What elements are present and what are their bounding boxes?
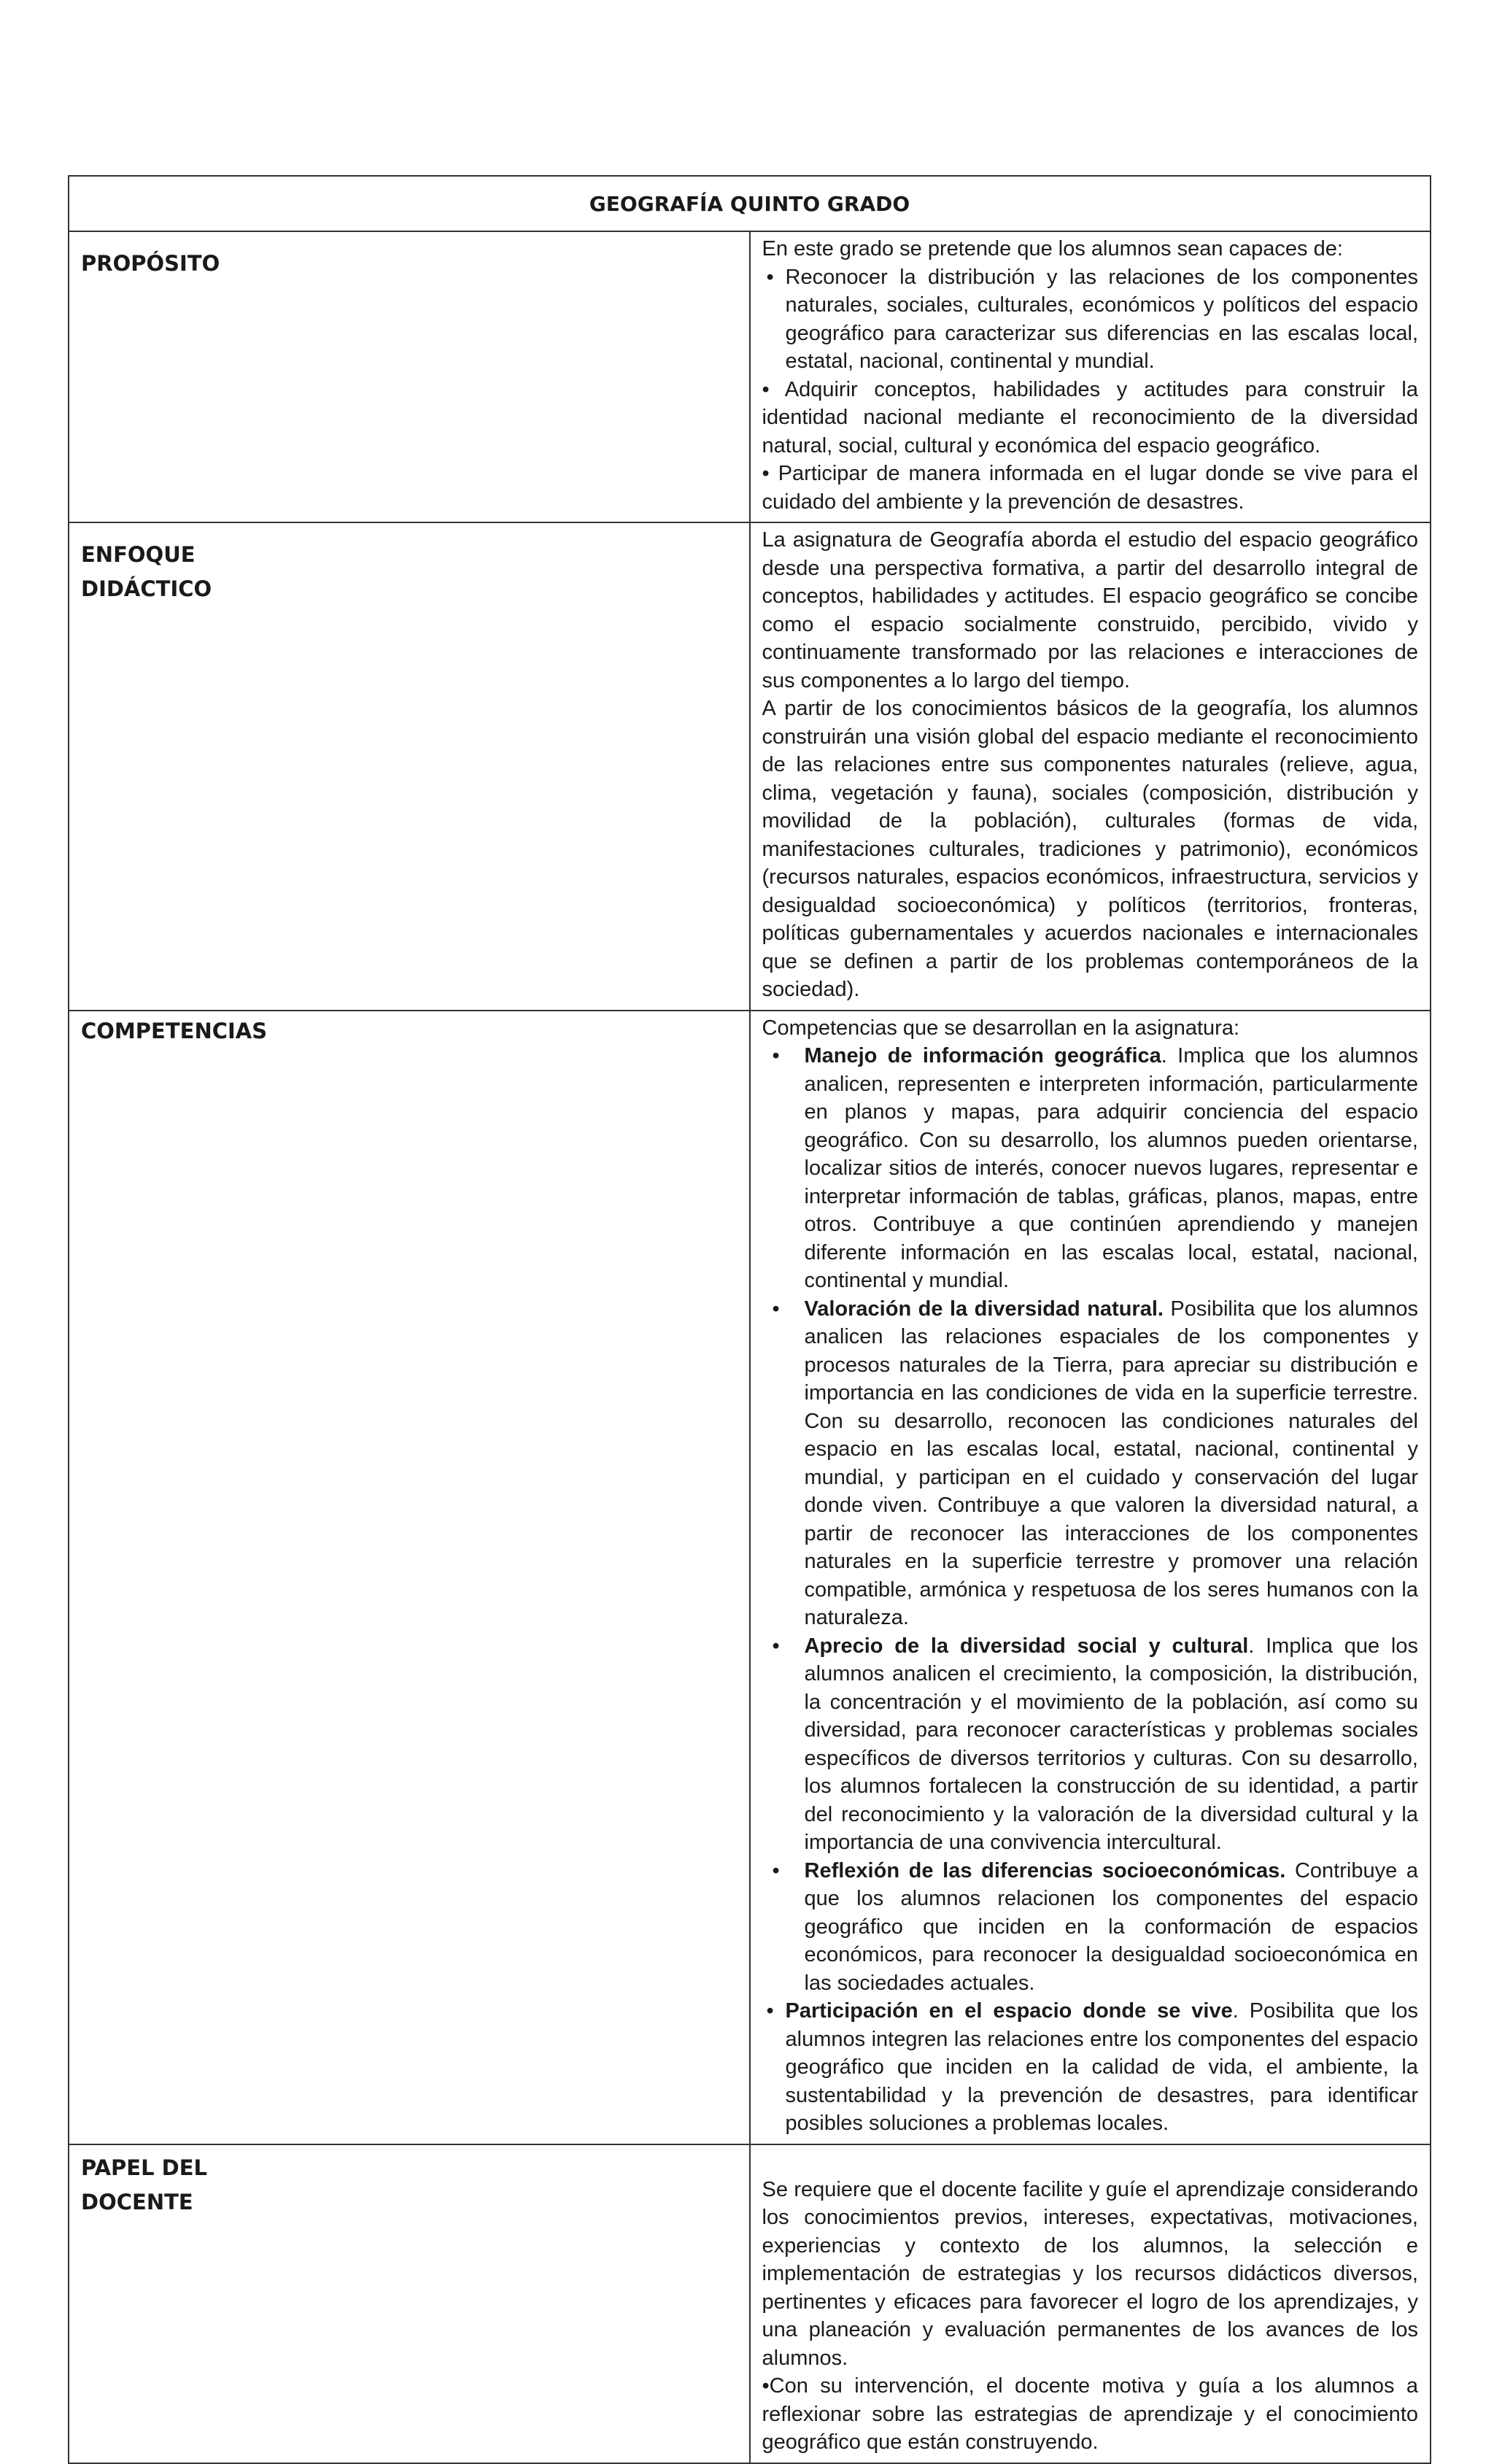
proposito-intro: En este grado se pretende que los alumnos sean capaces de: xyxy=(762,237,1343,260)
curriculum-table xyxy=(68,175,1431,2464)
competencia-text: . Implica que los alumnos analicen el crecimiento, la composición, la distribución, la concentración y el movimiento de la población, así como su diversidad, para reconocer características y problemas sociales específicos de diversos territorios y culturas. Con su desarrollo, los alumnos fortalecen la construcción de su identidad, a partir del reconocimiento y la valoración de la diversidad cultural y la importancia de una convivencia intercultural. xyxy=(804,1634,1418,1854)
enfoque-paragraph-2: A partir de los conocimientos básicos de la geografía, los alumnos construirán una visión global del espacio mediante el reconocimiento de las relaciones entre sus componentes naturales (relieve, agua, clima, vegetación y fauna), sociales (composición, distribución y movilidad de la población), culturales (formas de vida, manifestaciones culturales, tradiciones y patrimonio), económicos (recursos naturales, espacios económicos, infraestructura, servicios y desigualdad socioeconómica) y políticos (territorios, fronteras, políticas gubernamentales y acuerdos nacionales e internacionales que se definen a partir de los problemas contemporáneos de la sociedad). xyxy=(762,697,1418,1001)
label-competencias: COMPETENCIAS xyxy=(69,1011,750,2144)
competencia-term: Valoración de la diversidad natural. xyxy=(804,1297,1164,1321)
label-enfoque-line1: ENFOQUE xyxy=(81,542,196,567)
proposito-item: • Reconocer la distribución y las relaciones de los componentes naturales, sociales, culturales, económicos y políticos del espacio geográfico para caracterizar sus diferencias en las escalas local, estatal, nacional, continental y mundial. xyxy=(762,263,1419,376)
competencia-term: Aprecio de la diversidad social y cultural xyxy=(804,1634,1249,1658)
content-competencias xyxy=(750,1011,1431,2144)
competencia-item xyxy=(762,1295,1419,1632)
label-enfoque xyxy=(69,522,750,1011)
competencia-item xyxy=(762,1632,1419,1857)
label-papel-line1: PAPEL DEL xyxy=(81,2155,208,2180)
competencia-item xyxy=(762,1857,1419,1998)
label-proposito: PROPÓSITO xyxy=(69,231,750,522)
competencia-text: Posibilita que los alumnos analicen las relaciones espaciales de los componentes y procesos naturales de la Tierra, para apreciar su distribución e importancia en las condiciones de vida en la superficie terrestre. Con su desarrollo, reconocen las condiciones naturales del espacio en las escalas local, estatal, nacional, continental y mundial, y participan en el cuidado y conservación del lugar donde viven. Contribuye a que valoren la diversidad natural, a partir de reconocer las interacciones de los componentes naturales en la superficie terrestre y promover una relación compatible, armónica y respetuosa de los seres humanos con la naturaleza. xyxy=(804,1297,1418,1629)
content-enfoque xyxy=(750,522,1431,1011)
row-competencias xyxy=(69,1011,1431,2144)
content-papel xyxy=(750,2144,1431,2463)
row-papel-docente xyxy=(69,2144,1431,2463)
competencia-term: Participación en el espacio donde se vive xyxy=(785,1999,1233,2023)
row-enfoque xyxy=(69,522,1431,1011)
competencia-item xyxy=(762,1997,1419,2138)
label-enfoque-line2: DIDÁCTICO xyxy=(81,576,212,601)
label-papel xyxy=(69,2144,750,2463)
competencia-term: Manejo de información geográfica xyxy=(804,1044,1161,1067)
competencias-intro: Competencias que se desarrollan en la asignatura: xyxy=(762,1016,1240,1040)
competencias-list xyxy=(762,1042,1419,2138)
table-title: GEOGRAFÍA QUINTO GRADO xyxy=(69,176,1431,231)
competencia-item xyxy=(762,1042,1419,1295)
title-row xyxy=(69,176,1431,231)
competencia-text: Contribuye a que los alumnos relacionen los componentes del espacio geográfico que inciden en la conformación de espacios económicos, para reconocer la desigualdad socioeconómica en las sociedades actuales. xyxy=(804,1858,1418,1995)
competencia-text: . Implica que los alumnos analicen, representen e interpreten información, particularmente en planos y mapas, para adquirir conciencia del espacio geográfico. Con su desarrollo, los alumnos pueden orientarse, localizar sitios de interés, conocer nuevos lugares, representar e interpretar información de tablas, gráficas, planos, mapas, entre otros. Contribuye a que continúen aprendiendo y manejen diferente información en las escalas local, estatal, nacional, continental y mundial. xyxy=(804,1044,1418,1292)
enfoque-paragraph-1: La asignatura de Geografía aborda el estudio del espacio geográfico desde una perspectiva formativa, a partir del desarrollo integral de conceptos, habilidades y actitudes. El espacio geográfico se concibe como el espacio socialmente construido, percibido, vivido y continuamente transformado por las relaciones e interacciones de sus componentes a lo largo del tiempo. xyxy=(762,528,1418,692)
proposito-item: • Adquirir conceptos, habilidades y actitudes para construir la identidad nacional mediante el reconocimiento de la diversidad natural, social, cultural y económica del espacio geográfico. xyxy=(762,377,1418,457)
competencia-term: Reflexión de las diferencias socioeconómicas. xyxy=(804,1858,1286,1882)
content-proposito xyxy=(750,231,1431,522)
papel-paragraph-2: •Con su intervención, el docente motiva y guía a los alumnos a reflexionar sobre las estrategias de aprendizaje y el conocimiento geográfico que están construyendo. xyxy=(762,2374,1418,2454)
label-papel-line2: DOCENTE xyxy=(81,2189,193,2214)
proposito-item: • Participar de manera informada en el lugar donde se vive para el cuidado del ambiente y la prevención de desastres. xyxy=(762,462,1418,514)
row-proposito xyxy=(69,231,1431,522)
competencia-text: . Posibilita que los alumnos integren las relaciones entre los componentes del espacio geográfico que inciden en la calidad de vida, el ambiente, la sustentabilidad y la prevención de desastres, para identificar posibles soluciones a problemas locales. xyxy=(785,1999,1419,2135)
proposito-list xyxy=(762,263,1419,376)
papel-paragraph-1: Se requiere que el docente facilite y guíe el aprendizaje considerando los conocimientos previos, intereses, expectativas, motivaciones, experiencias y contexto de los alumnos, la selección e implementación de estrategias y los recursos didácticos diversos, pertinentes y eficaces para favorecer el logro de los aprendizajes, y una planeación y evaluación permanentes de los avances de los alumnos. xyxy=(762,2177,1418,2370)
